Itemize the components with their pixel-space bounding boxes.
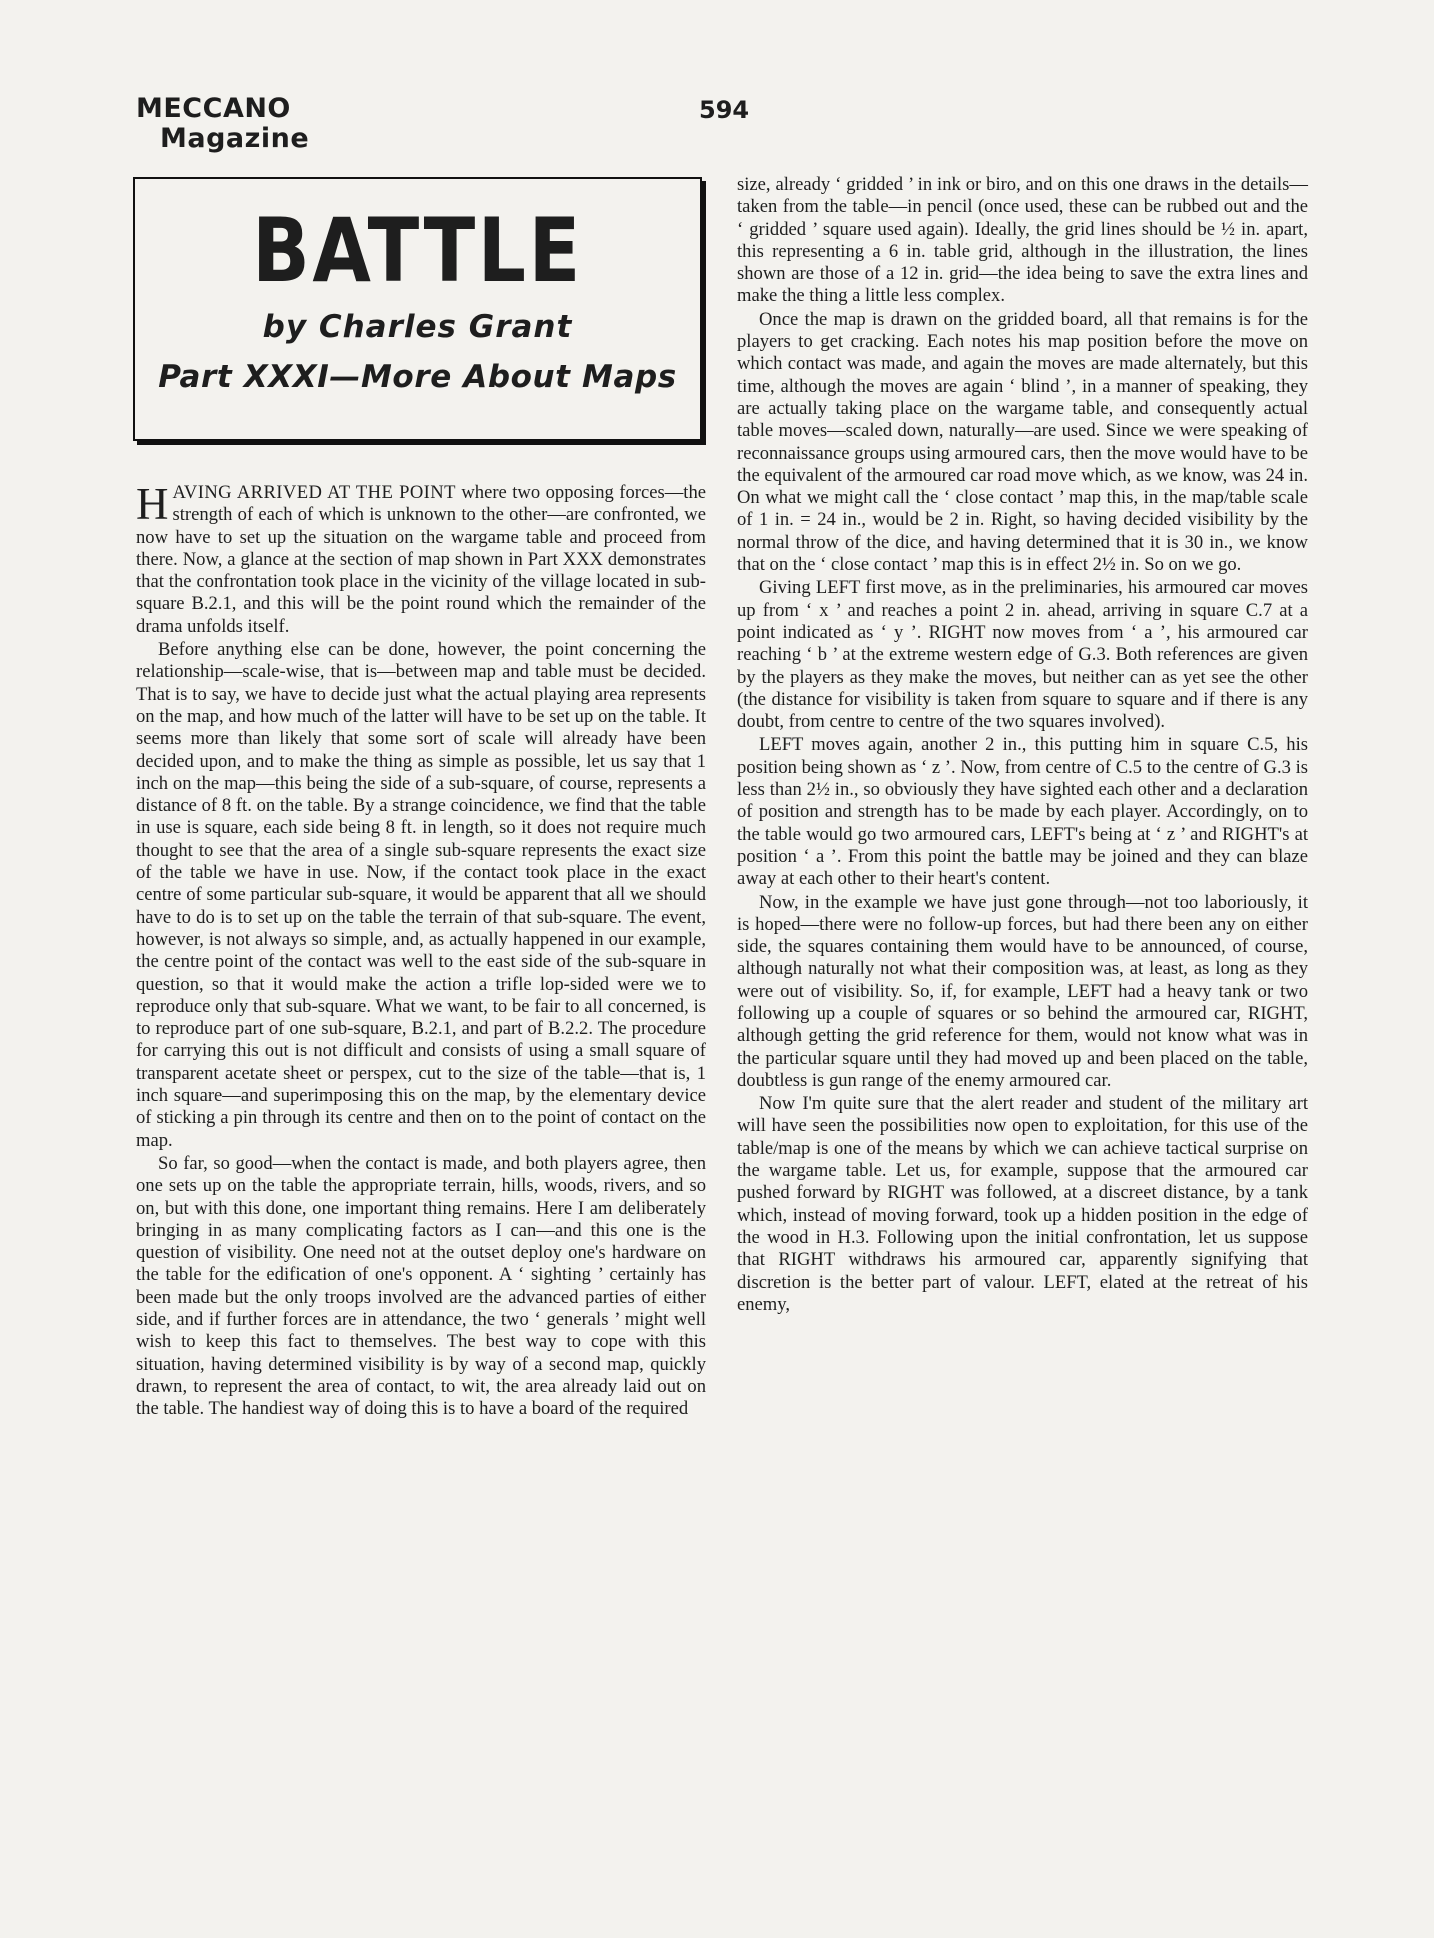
article-byline: by Charles Grant [262,309,573,345]
masthead-line2: Magazine [160,123,310,154]
paragraph [136,479,707,638]
masthead-line1: MECCANO [136,93,291,124]
paragraph: size, already ‘ gridded ’ in ink or biro, and on this one draws in the details—taken from the table—in pencil (once used, these can be rubbed out and the ‘ gridded ’ square used again). Ideally, the grid lines should be ½ in. apart, this representing a 6 in. table grid, although in the illustration, the lines shown are those of a 12 in. grid—the idea being to save the extra lines and make the thing a little less complex. [737,174,1308,307]
paragraph: Before anything else can be done, however, the point concerning the relationship—scale-wise, that is—between map and table must be decided. That is to say, we have to decide just what the actual playing area represents on the map, and how much of the latter will have to be set up on the table. It seems more than likely that some sort of scale will already have been decided upon, and to make the thing as simple as possible, let us say that 1 inch on the map—this being the side of a sub-square, of course, represents a distance of 8 ft. on the table. By a strange coincidence, we find that the table in use is square, each side being 8 ft. in length, so it does not require much thought to see that the area of a single sub-square represents the exact size of the table we have in use. Now, if the contact took place in the exact centre of some particular sub-square, it would be apparent that all we should have to do is to set up on the table the terrain of that sub-square. The event, however, is not always so simple, and, as actually happened in our example, the centre point of the contact was well to the east side of the sub-square in question, so that it would make the action a trifle lop-sided were we to reproduce only that sub-square. What we want, to be fair to all concerned, is to reproduce part of one sub-square, B.2.1, and part of B.2.2. The procedure for carrying this out is not difficult and consists of using a small square of transparent acetate sheet or perspex, cut to the size of the table—that is, 1 inch square—and superimposing this on the map, by the elementary device of sticking a pin through its centre and then on to the point of contact on the map. [136,639,706,1151]
right-column [737,174,1308,1316]
paragraph: Now, in the example we have just gone through—not too laboriously, it is hoped—there were no follow-up forces, but had there been any on either side, the squares containing them would have to be announced, of course, although naturally not what their composition was, at least, as long as they were out of visibility. So, if, for example, LEFT had a heavy tank or two following up a couple of squares or so behind the armoured car, RIGHT, although getting the grid reference for them, would not know what was in the particular square until they had moved up and been placed on the table, doubtless is gun range of the enemy armoured car. [737,891,1308,1091]
article-title-box [133,177,702,441]
paragraph-text: where two opposing forces—the strength of each of which is unknown to the other—are confronted, we now have to set up the situation on the wargame table and proceed from there. Now, a glance at the section of map shown in Part XXX demonstrates that the confrontation took place in the vicinity of the village located in sub-square B.2.1, and this will be the point round which the remainder of the drama unfolds itself. [136,482,707,637]
paragraph: Giving LEFT first move, as in the preliminaries, his armoured car moves up from ‘ x ’ and reaches a point 2 in. ahead, arriving in square C.7 at a point indicated as ‘ y ’. RIGHT now moves from ‘ a ’, his armoured car reaching ‘ b ’ at the extreme western edge of G.3. Both references are given by the players as they make the moves, but neither can as yet see the other (the distance for visibility is taken from square to square and if there is any doubt, from centre to centre of the two squares involved). [737,577,1308,733]
paragraph: LEFT moves again, another 2 in., this putting him in square C.5, his position being shown as ‘ z ’. Now, from centre of C.5 to the centre of G.3 is less than 2½ in., so obviously they have sighted each other and a declaration of position and strength has to be made by each player. Accordingly, on to the table would go two armoured cars, LEFT's being at ‘ z ’ and RIGHT's at position ‘ a ’. From this point the battle may be joined and they can blaze away at each other to their heart's content. [737,734,1308,890]
article-title: BATTLE [252,199,583,302]
lead-in-caps: AVING ARRIVED AT THE POINT [172,482,456,503]
article-part-subtitle: Part XXXI—More About Maps [158,359,677,395]
paragraph: So far, so good—when the contact is made, and both players agree, then one sets up on the table the appropriate terrain, hills, woods, rivers, and so on, but with this done, one important thing remains. Here I am deliberately bringing in as many complicating factors as I can—and this one is the question of visibility. One need not at the outset deploy one's hardware on the table for the edification of one's opponent. A ‘ sighting ’ certainly has been made but the only troops involved are the advanced parties of either side, and if further forces are in attendance, the two ‘ generals ’ might well wish to keep this fact to themselves. The best way to cope with this situation, having determined visibility is by way of a second map, quickly drawn, to represent the area of contact, to wit, the area already laid out on the table. The handiest way of doing this is to have a board of the required [136,1152,706,1420]
magazine-masthead [136,94,309,154]
paragraph: Once the map is drawn on the gridded board, all that remains is for the players to get cracking. Each notes his map position before the move on which contact was made, and again the moves are made alternately, but this time, although the moves are again ‘ blind ’, in a manner of speaking, they are actually taking place on the wargame table, and consequently actual table moves—scaled down, naturally—are used. Since we were speaking of reconnaissance groups using armoured cars, then the move would have to be the equivalent of the armoured car road move which, as we know, was 24 in. On what we might call the ‘ close contact ’ map this, in the map/table scale of 1 in. = 24 in., would be 2 in. Right, so having decided visibility by the normal throw of the dice, and having determined that it is 30 in., we know that on the ‘ close contact ’ map this is in effect 2½ in. So on we go. [737,308,1308,576]
left-column [136,479,707,1420]
drop-cap: H [136,479,169,529]
paragraph: Now I'm quite sure that the alert reader and student of the military art will have seen the possibilities now open to exploitation, for this use of the table/map is one of the means by which we can achieve tactical surprise on the wargame table. Let us, for example, suppose that the armoured car pushed forward by RIGHT was followed, at a discreet distance, by a tank which, instead of moving forward, took up a hidden position in the edge of the wood in H.3. Following upon the initial confrontation, let us suppose that RIGHT withdraws his armoured car, apparently signifying that discretion is the better part of valour. LEFT, elated at the retreat of his enemy, [737,1093,1308,1315]
page-number: 594 [699,96,750,124]
